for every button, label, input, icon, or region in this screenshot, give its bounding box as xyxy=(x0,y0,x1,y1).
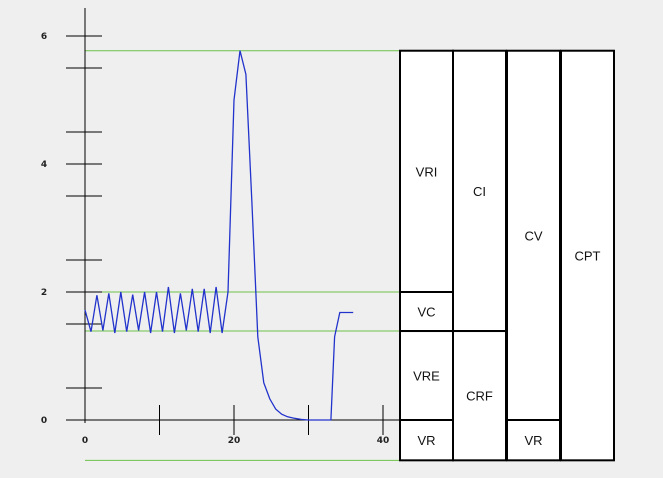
volume-label-ci: CI xyxy=(473,183,486,199)
volume-label-vr: VR xyxy=(417,433,436,449)
y-tick-label: 6 xyxy=(40,32,48,42)
y-tick-label: 2 xyxy=(40,288,48,298)
volume-label-cpt: CPT xyxy=(574,248,601,264)
volume-label-vr: VR xyxy=(524,433,543,449)
y-tick-label: 4 xyxy=(40,160,48,170)
volume-label-vre: VRE xyxy=(413,368,440,384)
x-tick-label: 20 xyxy=(227,436,241,446)
volume-label-crf: CRF xyxy=(466,388,493,404)
x-tick-label: 0 xyxy=(81,436,89,446)
volume-label-vri: VRI xyxy=(415,164,438,180)
axis-ticks xyxy=(41,32,389,446)
volume-boxes xyxy=(400,51,614,461)
volume-label-cv: CV xyxy=(524,228,543,244)
x-tick-label: 40 xyxy=(376,436,390,446)
y-tick-label: 0 xyxy=(40,416,48,426)
volume-label-vc: VC xyxy=(417,304,436,320)
spirometry-trace xyxy=(85,51,353,420)
axes xyxy=(85,8,400,423)
